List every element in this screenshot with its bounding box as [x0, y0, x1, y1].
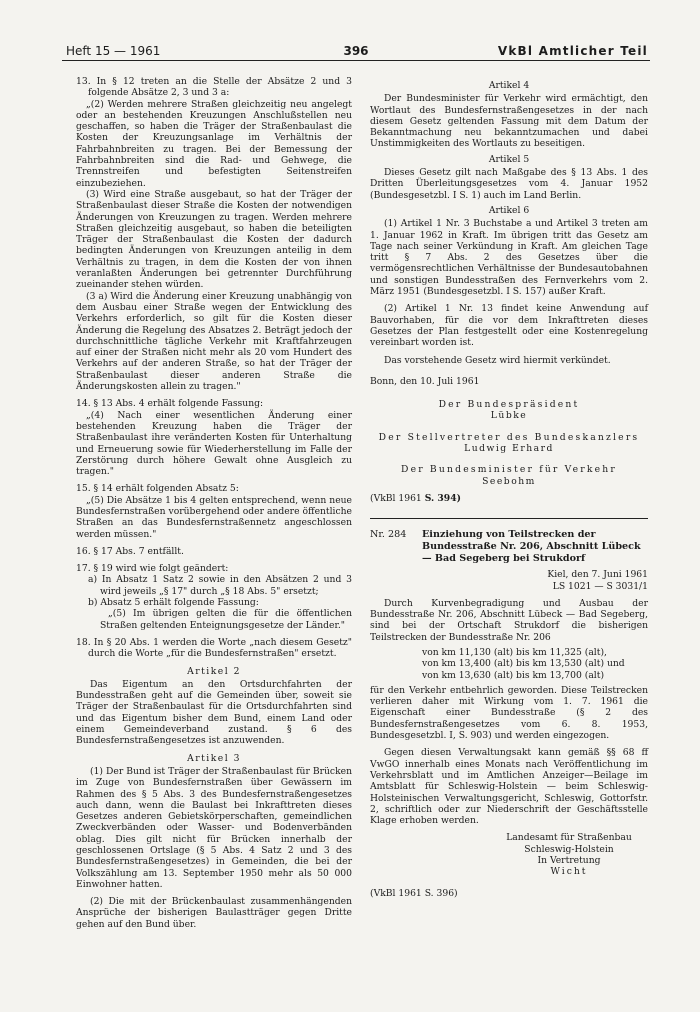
notice-number: Nr. 284	[370, 529, 407, 541]
signatory-1-name: Lübke	[490, 410, 528, 422]
notice-heading	[370, 529, 648, 565]
item-17-head: 17. § 19 wird wie folgt geändert:	[76, 563, 229, 575]
reference-1-prefix: (VkBl 1961	[370, 492, 425, 504]
notice-title: Einziehung von Teilstrecken der Bundesstraße Nr. 206, Abschnitt Lübeck — Bad Segeberg bei Strukdorf	[422, 529, 641, 565]
road-section-2: von km 13,400 (alt) bis km 13,530 (alt) und	[422, 658, 625, 670]
item-13-paragraph-3: (3) Wird eine Straße ausgebaut, so hat der Träger der Straßenbaulast dieser Straße die Kosten der notwendigen Änderungen von Kreuzungen zu tragen. Werden mehrere Straßen gleichzeitig ausgebaut, so haben die beteiligten Träger der Straßenbaulast die Kosten der dadurch bedingten Änderungen von Kreuzungen anteilig in dem Verhältnis zu tragen, in dem die Kosten der von ihnen veranlaßten Änderungen bei getrennter Durchführung zueinander stehen würden.	[76, 188, 352, 291]
item-16	[76, 546, 352, 557]
reference-1	[370, 493, 648, 504]
item-17-a: a) In Absatz 1 Satz 2 sowie in den Absätzen 2 und 3 wird jeweils „§ 17" durch „§ 18 Abs. 5" ersetzt;	[88, 574, 352, 597]
notice-dateline	[370, 569, 648, 592]
article-2-text: Das Eigentum an den Ortsdurchfahrten der Bundesstraßen geht auf die Gemeinden über, soweit sie Träger der Straßenbaulast für die Ortsdurchfahrten sind und das Eigentum bisher dem Bund, einem Land oder einem Gemeindeverband zustand. § 6 des Bundesfernstraßengesetzes ist anzuwenden.	[76, 678, 352, 747]
item-18	[76, 637, 352, 660]
closing-signature	[370, 832, 648, 877]
article-4-text: Der Bundesminister für Verkehr wird ermächtigt, den Wortlaut des Bundesfernstraßengesetzes in der nach diesem Gesetz geltenden Fassung mit dem Datum der Bekanntmachung neu bekanntzumachen und dabei Unstimmigkeiten des Wortlauts zu beseitigen.	[370, 93, 648, 150]
section-divider	[370, 518, 648, 519]
road-section-1: von km 11,130 (alt) bis km 11,325 (alt),	[422, 646, 607, 658]
article-3-title: Artikel 3	[187, 752, 241, 764]
item-13-paragraph-3a: (3 a) Wird die Änderung einer Kreuzung unabhängig von dem Ausbau einer Straße wegen der Entwicklung des Verkehrs erforderlich, so gilt für die Kosten dieser Änderung die Regelung des Absatzes 2. Beträgt jedoch der durchschnittliche tägliche Verkehr mit Kraftfahrzeugen auf einer der Straßen nicht mehr als 20 vom Hundert des Verkehrs auf der anderen Straße, so hat der Träger der Straßenbaulast dieser anderen Straße die Änderungskosten allein zu tragen."	[76, 290, 352, 393]
page-number: 396	[343, 44, 369, 58]
item-14	[76, 398, 352, 477]
notice-file-number: LS 1021 — S 3031/1	[552, 580, 648, 592]
item-15-head: 15. § 14 erhält folgenden Absatz 5:	[76, 483, 239, 495]
item-17	[76, 563, 352, 631]
item-15	[76, 483, 352, 539]
signatory-3-name: Seebohm	[482, 475, 536, 487]
article-3-paragraph-1: (1) Der Bund ist Träger der Straßenbaulast für Brücken im Zuge von Bundesfernstraßen über Gewässern im Rahmen des § 5 Abs. 3 des Bundesfernstraßengesetzes auch dann, wenn die Baulast bei Inkrafttreten dieses Gesetzes anderen Gebietskörperschaften, gemeindlichen Zweckverbänden oder Wasser- und Bodenverbänden oblag. Dies gilt nicht für Brücken innerhalb der geschlossenen Ortslage (§ 5 Abs. 4 Satz 2 und 3 des Bundesfernstraßengesetzes) in Gemeinden, die bei der Volkszählung am 13. September 1950 mehr als 50 000 Einwohner hatten.	[76, 765, 352, 890]
place-date: Bonn, den 10. Juli 1961	[370, 375, 480, 387]
road-section-3: von km 13,630 (alt) bis km 13,700 (alt)	[422, 669, 605, 681]
article-6-paragraph-2: (2) Artikel 1 Nr. 13 findet keine Anwendung auf Bauvorhaben, für die vor dem Inkrafttreten dieses Gesetzes der Plan festgestellt oder eine Kostenregelung vereinbart worden ist.	[370, 303, 648, 349]
article-2-title: Artikel 2	[187, 665, 241, 677]
notice-date: Kiel, den 7. Juni 1961	[547, 569, 648, 581]
article-5-text: Dieses Gesetz gilt nach Maßgabe des § 13 Abs. 1 des Dritten Überleitungsgesetzes vom 4. Januar 1952 (Bundesgesetzbl. I S. 1) auch im Land Berlin.	[370, 167, 648, 201]
article-6-paragraph-1: (1) Artikel 1 Nr. 3 Buchstabe a und Artikel 3 treten am 1. Januar 1962 in Kraft. Im übrigen tritt das Gesetz am Tage nach seiner Verkündung in Kraft. Am gleichen Tage tritt § 7 Abs. 2 des Gesetzes über die vermögensrechtlichen Verhältnisse der Bundesautobahnen und sonstigen Bundesstraßen des Fernverkehrs vom 2. März 1951 (Bundesgesetzbl. I S. 157) außer Kraft.	[370, 218, 648, 298]
notice-paragraph-3: Gegen diesen Verwaltungsakt kann gemäß §§ 68 ff VwGO innerhalb eines Monats nach Veröffentlichung im Verkehrsblatt und im Amtlichen Anzeiger—Beilage im Amtsblatt für Schleswig-Holstein — beim Schleswig-Holsteinischen Verwaltungsgericht, Schleswig, Gottorfstr. 2, schriftlich oder zur Niederschrift der Geschäftsstelle Klage erhoben werden.	[370, 747, 648, 827]
signatory-3-title: Der Bundesminister für Verkehr	[401, 464, 617, 476]
notice-intro: Durch Kurvenbegradigung und Ausbau der Bundesstraße Nr. 206, Abschnitt Lübeck — Bad Segeberg, sind bei der Ortschaft Strukdorf die bisherigen Teilstrecken der Bundesstraße Nr. 206	[370, 597, 648, 643]
road-sections	[370, 647, 648, 681]
page-header	[62, 44, 650, 61]
notice-paragraph-2: für den Verkehr entbehrlich geworden. Diese Teilstrecken verlieren daher mit Wirkung vom 1. 7. 1961 die Eigenschaft einer Bundesstraße (§ 2 des Bundesfernstraßengesetzes vom 6. 8. 1953, Bundesgesetzbl. I, S. 903) und werden eingezogen.	[370, 684, 648, 742]
closing-authority: Landesamt für Straßenbau	[506, 832, 632, 844]
article-5-title: Artikel 5	[488, 153, 530, 165]
article-3-paragraph-2: (2) Die mit der Brückenbaulast zusammenhängenden Ansprüche der bisherigen Baulastträger gegen Dritte gehen auf den Bund über.	[76, 896, 352, 930]
publication-label: VkBl Amtlicher Teil	[497, 44, 648, 58]
signatory-1-title: Der Bundespräsident	[438, 399, 580, 411]
left-column	[76, 76, 352, 930]
item-14-head: 14. § 13 Abs. 4 erhält folgende Fassung:	[76, 398, 264, 410]
article-4-title: Artikel 4	[488, 80, 530, 91]
reference-2: (VkBl 1961 S. 396)	[370, 887, 458, 899]
item-13-paragraph-2: „(2) Werden mehrere Straßen gleichzeitig neu angelegt oder an bestehenden Kreuzungen Anschlußstellen neu geschaffen, so haben die Träger der Straßenbaulast die Kosten der Kreuzungsanlage im Verhältnis der Fahrbahnbreiten zu tragen. Bei der Bemessung der Fahrbahnbreiten sind die Rad- und Gehwege, die Trennstreifen und befestigten Seitenstreifen einzubeziehen.	[76, 98, 352, 189]
signatory-2-name: Ludwig Erhard	[464, 443, 554, 455]
closing-name: Wicht	[550, 866, 588, 878]
reference-1-page: S. 394)	[424, 492, 461, 504]
article-6-title: Artikel 6	[488, 204, 530, 216]
closing-region: Schleswig-Holstein	[524, 843, 614, 855]
promulgation-text: Das vorstehende Gesetz wird hiermit verkündet.	[384, 354, 611, 366]
item-16-head: 16. § 17 Abs. 7 entfällt.	[76, 545, 184, 557]
item-17-b: b) Absatz 5 erhält folgende Fassung:	[88, 597, 259, 609]
item-15-quote: „(5) Die Absätze 1 bis 4 gelten entsprechend, wenn neue Bundesfernstraßen vorübergehend oder andere öffentliche Straßen an das Bundesfernstraßennetz angeschlossen werden müssen."	[76, 494, 352, 540]
issue-label: Heft 15 — 1961	[66, 44, 161, 58]
closing-proxy: In Vertretung	[537, 855, 601, 867]
item-14-quote: „(4) Nach einer wesentlichen Änderung einer bestehenden Kreuzung haben die Träger der Straßenbaulast ihre veränderten Kosten für Unterhaltung und Erneuerung sowie für Wiederherstellung im Falle der Zerstörung durch höhere Gewalt ohne Ausgleich zu tragen."	[76, 409, 352, 478]
item-13-head: 13. In § 12 treten an die Stelle der Absätze 2 und 3 folgende Absätze 2, 3 und 3 a:	[76, 76, 352, 99]
item-17-b-quote: „(5) Im übrigen gelten die für die öffentlichen Straßen geltenden Enteignungsgesetze der Länder."	[100, 608, 352, 631]
item-13	[76, 76, 352, 392]
right-column	[370, 76, 648, 905]
item-18-head: 18. In § 20 Abs. 1 werden die Worte „nach diesem Gesetz" durch die Worte „für die Bundesfernstraßen" ersetzt.	[76, 636, 352, 660]
signatory-2-title: Der Stellvertreter des Bundeskanzlers	[378, 431, 640, 443]
